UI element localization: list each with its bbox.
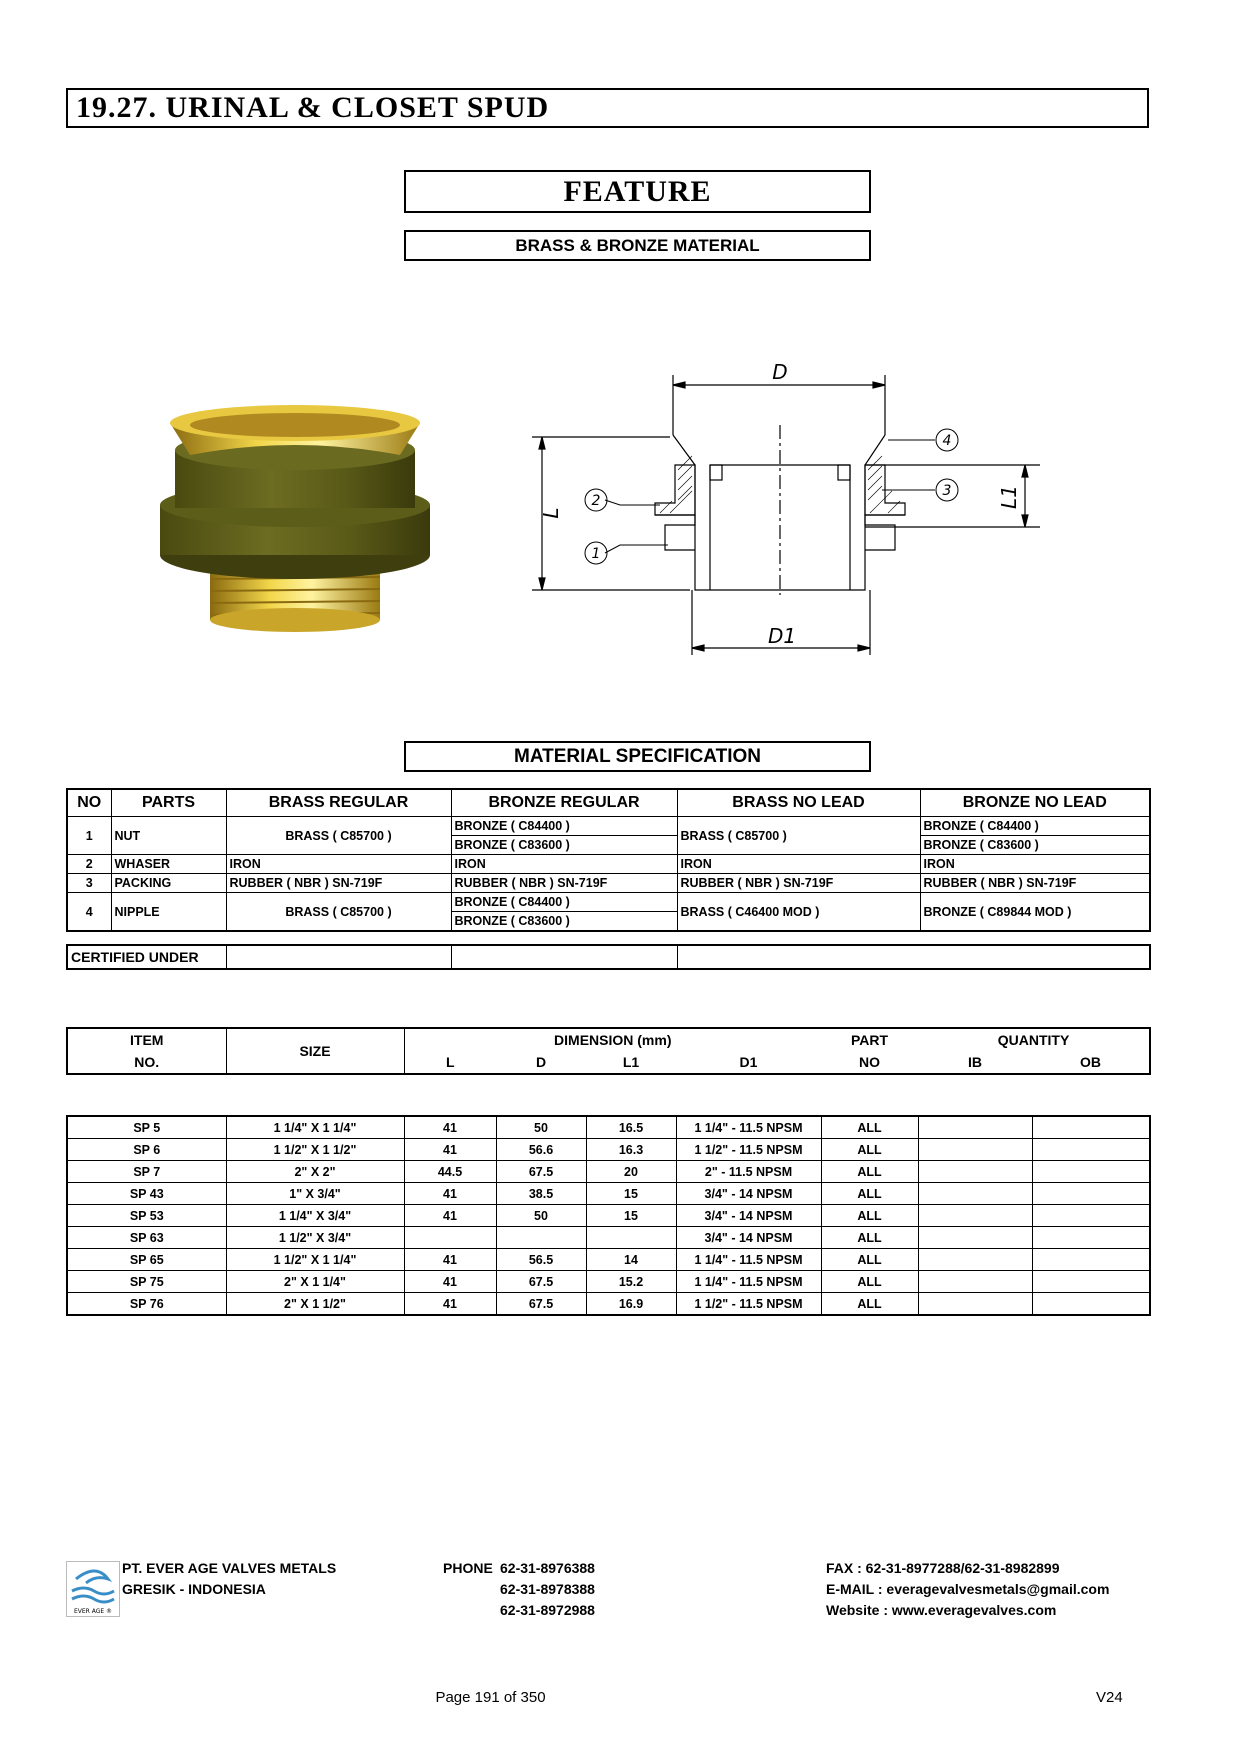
cell-l: 41 xyxy=(404,1293,496,1316)
cell-bronze-regular: RUBBER ( NBR ) SN-719F xyxy=(451,874,677,893)
table-row xyxy=(67,1249,1150,1271)
cell-no: 4 xyxy=(67,893,111,932)
certified-cell xyxy=(451,945,677,969)
cell-d: 38.5 xyxy=(496,1183,586,1205)
company-info xyxy=(122,1558,336,1600)
version: V24 xyxy=(1096,1689,1123,1706)
technical-drawing xyxy=(520,355,1060,675)
contact-info xyxy=(826,1558,1109,1621)
cell-bronze-regular: IRON xyxy=(451,855,677,874)
company-location: GRESIK - INDONESIA xyxy=(122,1581,266,1597)
col-bronze-regular: BRONZE REGULAR xyxy=(451,789,677,817)
cell-no: 2 xyxy=(67,855,111,874)
website: Website : www.everagevalves.com xyxy=(826,1602,1057,1618)
cell-bronze-regular: BRONZE ( C83600 ) xyxy=(451,912,677,932)
balloon-1: 1 xyxy=(591,546,601,562)
cell-part: PACKING xyxy=(111,874,226,893)
cell-d: 67.5 xyxy=(496,1161,586,1183)
cell-ob xyxy=(1032,1161,1150,1183)
cell-size: 1 1/2" X 1 1/2" xyxy=(226,1139,404,1161)
cell-size: 1 1/2" X 1 1/4" xyxy=(226,1249,404,1271)
header-dimension: DIMENSION (mm) xyxy=(554,1032,672,1048)
cell-bronze-no-lead: RUBBER ( NBR ) SN-719F xyxy=(920,874,1150,893)
table-row xyxy=(67,1161,1150,1183)
cell-ob xyxy=(1032,1183,1150,1205)
cell-l1: 16.9 xyxy=(586,1293,676,1316)
cell-item: SP 7 xyxy=(67,1161,226,1183)
cell-d: 50 xyxy=(496,1205,586,1227)
certified-label: CERTIFIED UNDER xyxy=(67,945,226,969)
cell-item: SP 5 xyxy=(67,1116,226,1139)
cell-d1: 2" - 11.5 NPSM xyxy=(676,1161,821,1183)
cell-part-no: ALL xyxy=(821,1161,918,1183)
feature-subtitle: BRASS & BRONZE MATERIAL xyxy=(404,230,871,261)
cell-part: NIPPLE xyxy=(111,893,226,932)
cell-bronze-no-lead: IRON xyxy=(920,855,1150,874)
col-brass-no-lead: BRASS NO LEAD xyxy=(677,789,920,817)
cell-d: 50 xyxy=(496,1116,586,1139)
table-row xyxy=(67,874,1150,893)
cell-part-no: ALL xyxy=(821,1271,918,1293)
table-row xyxy=(67,855,1150,874)
cell-d1: 1 1/4" - 11.5 NPSM xyxy=(676,1271,821,1293)
company-name: PT. EVER AGE VALVES METALS xyxy=(122,1560,337,1576)
cell-brass-regular: RUBBER ( NBR ) SN-719F xyxy=(226,874,451,893)
cell-brass-no-lead: BRASS ( C85700 ) xyxy=(677,817,920,855)
cell-brass-regular: BRASS ( C85700 ) xyxy=(226,893,451,932)
cell-item: SP 65 xyxy=(67,1249,226,1271)
header-size: SIZE xyxy=(226,1028,404,1074)
header-part: PART xyxy=(850,1032,889,1048)
page-title: 19.27. URINAL & CLOSET SPUD xyxy=(66,88,1149,128)
cell-part-no: ALL xyxy=(821,1183,918,1205)
table-row xyxy=(67,893,1150,912)
dim-label-l1: L1 xyxy=(997,485,1021,509)
cell-d xyxy=(496,1227,586,1249)
balloon-3: 3 xyxy=(942,483,952,499)
cell-l: 41 xyxy=(404,1271,496,1293)
cell-part: WHASER xyxy=(111,855,226,874)
cell-ib xyxy=(918,1227,1032,1249)
cell-d1: 3/4" - 14 NPSM xyxy=(676,1227,821,1249)
cell-no: 1 xyxy=(67,817,111,855)
cell-size: 1 1/2" X 3/4" xyxy=(226,1227,404,1249)
cell-l1: 15 xyxy=(586,1205,676,1227)
cell-bronze-regular: BRONZE ( C84400 ) xyxy=(451,817,677,836)
cell-d1: 1 1/4" - 11.5 NPSM xyxy=(676,1116,821,1139)
table-row xyxy=(67,1227,1150,1249)
cell-part-no: ALL xyxy=(821,1227,918,1249)
cell-ob xyxy=(1032,1271,1150,1293)
phone-number: 62-31-8976388 xyxy=(500,1560,595,1576)
cell-bronze-no-lead: BRONZE ( C89844 MOD ) xyxy=(920,893,1150,932)
certified-table xyxy=(66,944,1151,970)
cell-size: 1 1/4" X 3/4" xyxy=(226,1205,404,1227)
header-quantity: QUANTITY xyxy=(997,1032,1070,1048)
cell-d1: 3/4" - 14 NPSM xyxy=(676,1205,821,1227)
certified-cell xyxy=(677,945,1150,969)
phone-number: 62-31-8972988 xyxy=(500,1602,595,1618)
cell-size: 2" X 1 1/2" xyxy=(226,1293,404,1316)
cell-ob xyxy=(1032,1205,1150,1227)
header-ob: OB xyxy=(1080,1054,1102,1070)
balloon-4: 4 xyxy=(942,433,952,449)
cell-brass-regular: IRON xyxy=(226,855,451,874)
cell-part: NUT xyxy=(111,817,226,855)
material-spec-title: MATERIAL SPECIFICATION xyxy=(404,741,871,772)
material-spec-table xyxy=(66,788,1151,932)
cell-l: 41 xyxy=(404,1139,496,1161)
cell-part-no: ALL xyxy=(821,1205,918,1227)
cell-l1: 15 xyxy=(586,1183,676,1205)
cell-d: 67.5 xyxy=(496,1271,586,1293)
header-item-no: NO. xyxy=(67,1051,226,1074)
company-logo xyxy=(66,1561,120,1617)
cell-l1: 20 xyxy=(586,1161,676,1183)
cell-d: 67.5 xyxy=(496,1293,586,1316)
dim-label-d: D xyxy=(772,360,788,384)
cell-ob xyxy=(1032,1227,1150,1249)
dimension-table xyxy=(66,1115,1151,1316)
cell-size: 2" X 1 1/4" xyxy=(226,1271,404,1293)
cell-brass-no-lead: IRON xyxy=(677,855,920,874)
cell-size: 2" X 2" xyxy=(226,1161,404,1183)
cell-ib xyxy=(918,1139,1032,1161)
header-l1: L1 xyxy=(622,1054,640,1070)
dim-label-d1: D1 xyxy=(767,624,797,648)
cell-size: 1" X 3/4" xyxy=(226,1183,404,1205)
header-part-no: NO xyxy=(859,1054,881,1070)
cell-l1 xyxy=(586,1227,676,1249)
page-number: Page 191 of 350 xyxy=(435,1689,546,1706)
phone-label: PHONE xyxy=(443,1560,493,1576)
cell-l: 41 xyxy=(404,1249,496,1271)
cell-brass-no-lead: BRASS ( C46400 MOD ) xyxy=(677,893,920,932)
cell-part-no: ALL xyxy=(821,1139,918,1161)
table-row xyxy=(67,1183,1150,1205)
certified-cell xyxy=(226,945,451,969)
col-no: NO xyxy=(67,789,111,817)
table-row xyxy=(67,1116,1150,1139)
feature-title: FEATURE xyxy=(404,170,871,213)
email: E-MAIL : everagevalvesmetals@gmail.com xyxy=(826,1581,1110,1597)
header-item: ITEM xyxy=(67,1028,226,1051)
phone-number: 62-31-8978388 xyxy=(500,1581,595,1597)
col-bronze-no-lead: BRONZE NO LEAD xyxy=(920,789,1150,817)
header-d: D xyxy=(535,1054,547,1070)
phone-list xyxy=(500,1558,595,1621)
cell-bronze-regular: BRONZE ( C83600 ) xyxy=(451,836,677,855)
cell-part-no: ALL xyxy=(821,1249,918,1271)
col-brass-regular: BRASS REGULAR xyxy=(226,789,451,817)
col-parts: PARTS xyxy=(111,789,226,817)
cell-d1: 1 1/4" - 11.5 NPSM xyxy=(676,1249,821,1271)
header-d1: D1 xyxy=(739,1054,758,1070)
cell-item: SP 43 xyxy=(67,1183,226,1205)
table-row xyxy=(67,1205,1150,1227)
cell-d1: 3/4" - 14 NPSM xyxy=(676,1183,821,1205)
cell-d: 56.5 xyxy=(496,1249,586,1271)
cell-ib xyxy=(918,1293,1032,1316)
fax: FAX : 62-31-8977288/62-31-8982899 xyxy=(826,1560,1060,1576)
dimension-header xyxy=(66,1027,1151,1075)
table-row xyxy=(67,1271,1150,1293)
cell-item: SP 75 xyxy=(67,1271,226,1293)
cell-l1: 16.3 xyxy=(586,1139,676,1161)
cell-ib xyxy=(918,1183,1032,1205)
cell-d: 56.6 xyxy=(496,1139,586,1161)
cell-l: 41 xyxy=(404,1116,496,1139)
cell-ob xyxy=(1032,1293,1150,1316)
table-header-row xyxy=(67,789,1150,817)
cell-ob xyxy=(1032,1139,1150,1161)
cell-size: 1 1/4" X 1 1/4" xyxy=(226,1116,404,1139)
cell-d1: 1 1/2" - 11.5 NPSM xyxy=(676,1293,821,1316)
cell-bronze-no-lead: BRONZE ( C83600 ) xyxy=(920,836,1150,855)
cell-part-no: ALL xyxy=(821,1116,918,1139)
cell-l: 44.5 xyxy=(404,1161,496,1183)
cell-l xyxy=(404,1227,496,1249)
cell-l1: 15.2 xyxy=(586,1271,676,1293)
table-row xyxy=(67,1139,1150,1161)
cell-l1: 14 xyxy=(586,1249,676,1271)
table-row xyxy=(67,1293,1150,1316)
cell-ib xyxy=(918,1271,1032,1293)
cell-bronze-no-lead: BRONZE ( C84400 ) xyxy=(920,817,1150,836)
cell-item: SP 63 xyxy=(67,1227,226,1249)
cell-part-no: ALL xyxy=(821,1293,918,1316)
logo-text: EVER AGE ® xyxy=(73,1608,113,1615)
cell-ib xyxy=(918,1116,1032,1139)
cell-ib xyxy=(918,1205,1032,1227)
cell-brass-no-lead: RUBBER ( NBR ) SN-719F xyxy=(677,874,920,893)
cell-ob xyxy=(1032,1116,1150,1139)
cell-bronze-regular: BRONZE ( C84400 ) xyxy=(451,893,677,912)
header-ib: IB xyxy=(968,1054,983,1070)
cell-brass-regular: BRASS ( C85700 ) xyxy=(226,817,451,855)
header-l: L xyxy=(445,1054,455,1070)
cell-item: SP 76 xyxy=(67,1293,226,1316)
cell-item: SP 6 xyxy=(67,1139,226,1161)
cell-ib xyxy=(918,1249,1032,1271)
cell-d1: 1 1/2" - 11.5 NPSM xyxy=(676,1139,821,1161)
cell-l: 41 xyxy=(404,1183,496,1205)
balloon-2: 2 xyxy=(591,493,601,509)
cell-ib xyxy=(918,1161,1032,1183)
cell-no: 3 xyxy=(67,874,111,893)
cell-l1: 16.5 xyxy=(586,1116,676,1139)
product-photo xyxy=(150,405,440,635)
table-row xyxy=(67,817,1150,836)
cell-item: SP 53 xyxy=(67,1205,226,1227)
dim-label-l: L xyxy=(539,507,563,519)
cell-l: 41 xyxy=(404,1205,496,1227)
cell-ob xyxy=(1032,1249,1150,1271)
